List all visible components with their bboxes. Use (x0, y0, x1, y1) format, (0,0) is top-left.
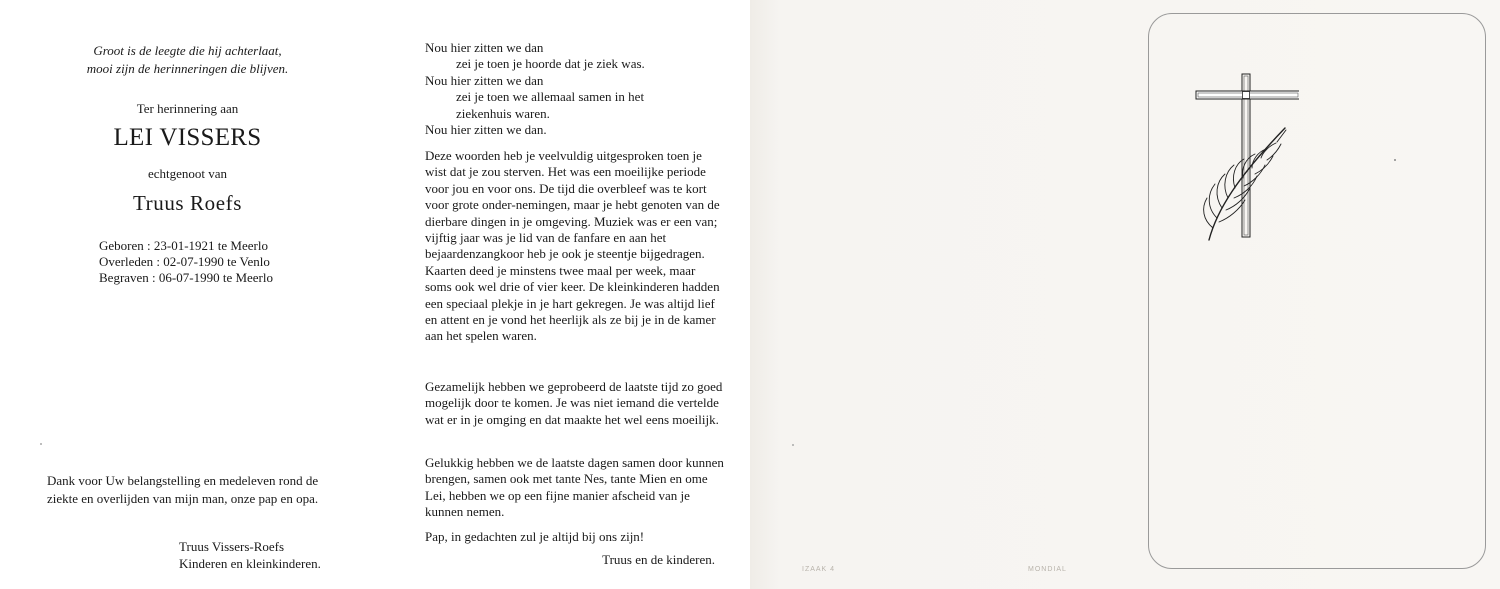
middle-panel (375, 0, 750, 589)
spouse-name: Truus Roefs (132, 191, 243, 215)
poem-line: Nou hier zitten we dan. (425, 122, 547, 138)
print-mark: IZAAK 4 (802, 566, 836, 573)
burial-date: Begraven : 06-07-1990 te Meerlo (99, 270, 274, 285)
poem-line: ziekenhuis waren. (456, 105, 550, 121)
birth-date: Geboren : 23-01-1921 te Meerlo (99, 238, 268, 253)
deceased-name: LEI VISSERS (113, 124, 262, 151)
relation-text: echtgenoot van (147, 166, 228, 181)
paragraph: Deze woorden heb je veelvuldig uitgesproken toen je wist dat je zou sterven. Het was een moeilijke periode voor jou en voor ons. De tijd die overbleef was te kort voor grote onder-nemingen, maar je hebt genoten van de dierbare dingen in je omgeving. Muziek was er een van; vijftig jaar was je lid van de fanfare en aan het bejaardenzangkoor heb je ook je steentje bijgedragen. Kaarten deed je minstens twee maal per week, maar soms ook wel drie of vier keer. De kleinkinderen hadden een speciaal plekje in je hart gekregen. Je was altijd lief en attent en je vond het heerlijk als ze bij je in de kamer aan het spelen waren. (425, 148, 720, 344)
motto-line: mooi zijn de herinneringen die blijven. (86, 61, 289, 76)
left-panel (0, 0, 375, 589)
life-dates (99, 238, 273, 286)
motto (0, 42, 375, 78)
paragraph: Gelukkig hebben we de laatste dagen samen door kunnen brengen, samen ook met tante Nes, tante Mien en ome Lei, hebben we op een fijne manier afscheid van je kunnen nemen. (425, 455, 724, 520)
poem-line: Nou hier zitten we dan (425, 72, 544, 88)
paragraph: Gezamelijk hebben we geprobeerd de laatste tijd zo goed mogelijk door te komen. Je was niet iemand die vertelde wat er in je omging en dat maakte het wel eens moeilijk. (425, 379, 723, 427)
card-frame (1148, 13, 1486, 569)
closing-signature: Truus en de kinderen. (602, 552, 715, 567)
cross-with-palm-branch-icon (1189, 70, 1299, 246)
poem-line: Nou hier zitten we dan (425, 40, 544, 55)
poem (425, 40, 735, 138)
death-date: Overleden : 02-07-1990 te Venlo (99, 254, 270, 269)
memorial-intro: Ter herinnering aan (136, 101, 239, 116)
signature-line: Truus Vissers-Roefs (179, 539, 285, 554)
signature-line: Kinderen en kleinkinderen. (179, 556, 321, 571)
family-signature (179, 538, 321, 572)
print-mark: MONDIAL (1028, 566, 1067, 573)
paragraph: Pap, in gedachten zul je altijd bij ons zijn! (425, 529, 645, 544)
thanks-text: Dank voor Uw belangstelling en medeleven rond de ziekte en overlijden van mijn man, onze pap en opa. (47, 473, 319, 506)
paper-speck (792, 444, 794, 446)
paper-speck (40, 443, 42, 445)
right-panel (750, 0, 1500, 589)
paper-speck (1394, 159, 1396, 161)
poem-line: zei je toen je hoorde dat je ziek was. (456, 56, 645, 72)
poem-line: zei je toen we allemaal samen in het (456, 89, 645, 105)
motto-line: Groot is de leegte die hij achterlaat, (93, 43, 282, 58)
